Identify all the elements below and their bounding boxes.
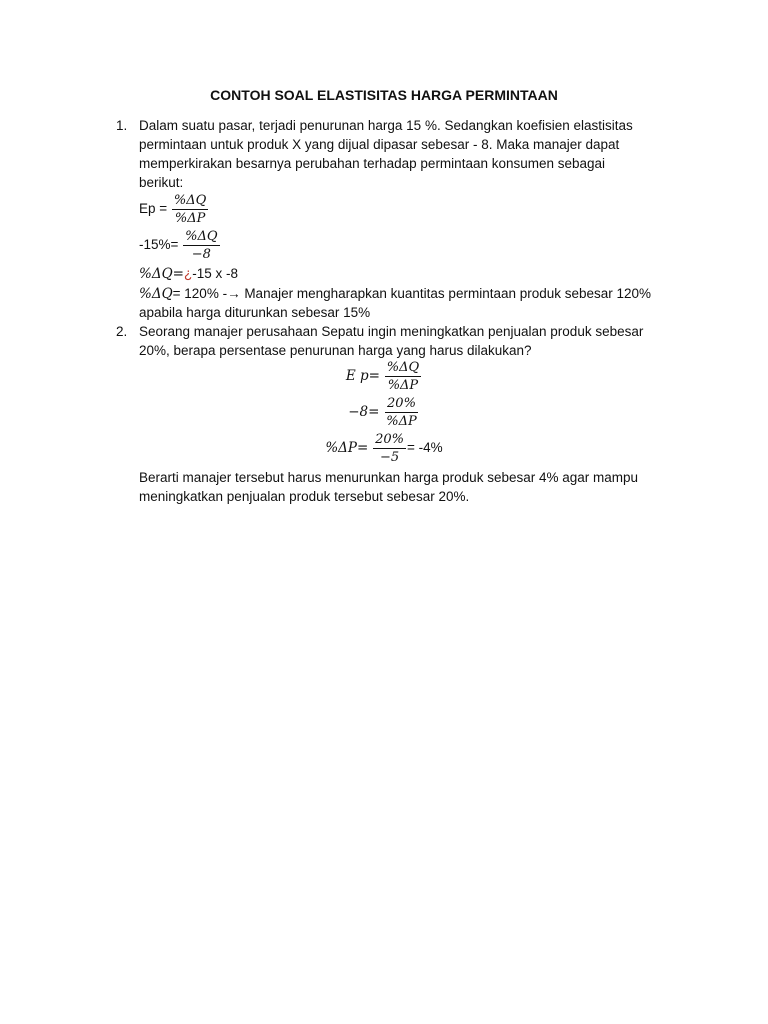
q2-text-line: Seorang manajer perusahaan Sepatu ingin meningkatkan penjualan produk sebesar <box>139 324 644 339</box>
eq-rhs: = 120% -→ Manajer mengharapkan kuantitas permintaan produk sebesar 120% <box>172 286 652 301</box>
numerator: 20% <box>375 432 404 447</box>
q1-text-line: Dalam suatu pasar, terjadi penurunan harga 15 %. Sedangkan koefisien elastisitas <box>139 118 633 133</box>
q1-equation-ep <box>139 193 209 226</box>
item-number-1: 1. <box>116 118 128 133</box>
denominator: −8 <box>191 247 211 262</box>
fraction <box>385 360 421 393</box>
q1-result-continuation: apabila harga diturunkan sebesar 15% <box>139 305 371 320</box>
fraction <box>172 193 208 226</box>
q1-text-line: permintaan untuk produk X yang dijual dipasar sebesar - 8. Maka manajer dapat <box>139 137 620 152</box>
numerator: 20% <box>387 396 416 411</box>
fraction <box>384 396 419 429</box>
numerator: %ΔQ <box>386 360 420 375</box>
denominator: −5 <box>379 450 400 465</box>
q1-equation-product <box>139 264 238 284</box>
denominator: %ΔP <box>174 211 206 226</box>
eq-rhs: = -4% <box>407 440 443 456</box>
q2-equation-result <box>0 432 768 465</box>
fraction <box>373 432 406 465</box>
denominator: %ΔP <box>386 414 417 429</box>
document-title: CONTOH SOAL ELASTISITAS HARGA PERMINTAAN <box>210 87 558 103</box>
eq-lhs: −8= <box>348 404 380 421</box>
eq-rhs: -15 x -8 <box>192 266 238 281</box>
q1-equation-result <box>139 284 651 304</box>
eq-lhs: Ep = <box>139 201 168 217</box>
q1-equation-substitution <box>139 229 221 262</box>
eq-lhs: %ΔQ <box>139 286 173 302</box>
eq-lhs: E p= <box>345 368 380 385</box>
eq-lhs: %ΔQ= <box>139 266 184 282</box>
numerator: %ΔQ <box>173 193 207 208</box>
eq-lhs: -15%= <box>139 237 179 253</box>
numerator: %ΔQ <box>185 229 218 244</box>
fraction <box>183 229 219 262</box>
q1-text-line: berikut: <box>139 175 184 190</box>
q2-text-line: 20%, berapa persentase penurunan harga yang harus dilakukan? <box>139 343 532 358</box>
q2-conclusion-line: Berarti manajer tersebut harus menurunkan harga produk sebesar 4% agar mampu <box>139 470 639 485</box>
q2-equation-substitution <box>0 396 768 429</box>
eq-lhs: %ΔP= <box>325 440 369 457</box>
q1-text-line: memperkirakan besarnya perubahan terhadap permintaan konsumen sebagai <box>139 156 606 171</box>
q2-equation-ep <box>0 360 768 393</box>
item-number-2: 2. <box>116 324 128 339</box>
q2-conclusion-line: meningkatkan penjualan produk tersebut sebesar 20%. <box>139 489 470 504</box>
inverted-question-mark: ¿ <box>183 266 193 281</box>
denominator: %ΔP <box>387 378 419 393</box>
